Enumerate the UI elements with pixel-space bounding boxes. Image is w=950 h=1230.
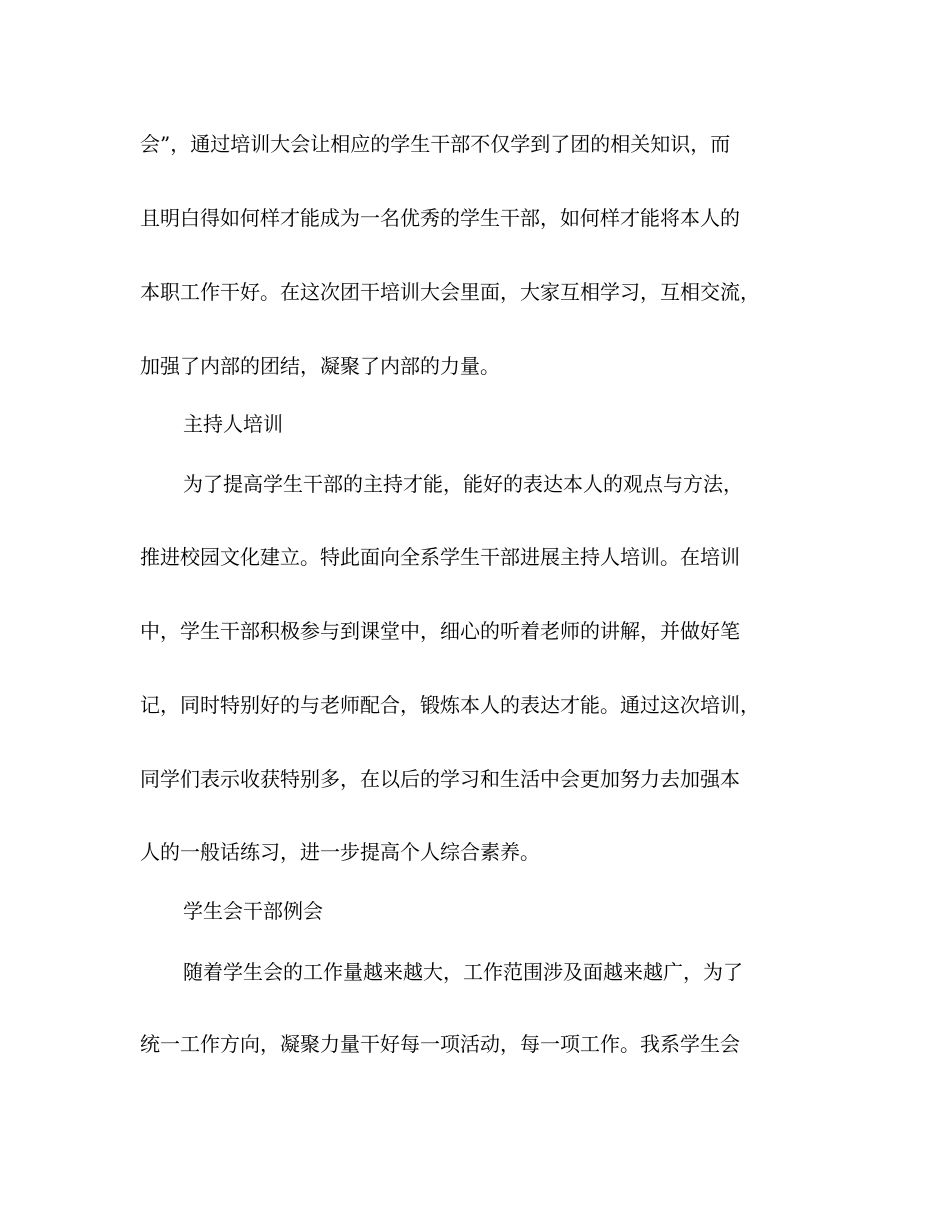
paragraph-line: 会”，通过培训大会让相应的学生干部不仅学到了团的相关知识，而 [140, 132, 731, 156]
paragraph-line: 随着学生会的工作量越来越大，工作范围涉及面越来越广，为了 [183, 960, 743, 984]
paragraph-line: 为了提高学生干部的主持才能，能好的表达本人的观点与方法， [183, 472, 743, 496]
section-heading: 主持人培训 [183, 412, 283, 436]
paragraph-line: 统一工作方向，凝聚力量干好每一项活动，每一项工作。我系学生会 [140, 1032, 740, 1056]
paragraph-line: 推进校园文化建立。特此面向全系学生干部进展主持人培训。在培训 [140, 545, 740, 569]
paragraph-line: 中，学生干部积极参与到课堂中，细心的听着老师的讲解，并做好笔 [140, 619, 740, 643]
paragraph-line: 本职工作干好。在这次团干培训大会里面，大家互相学习，互相交流， [140, 280, 760, 304]
paragraph-line: 记，同时特别好的与老师配合，锻炼本人的表达才能。通过这次培训， [140, 693, 760, 717]
section-heading: 学生会干部例会 [183, 899, 323, 923]
paragraph-line: 同学们表示收获特别多，在以后的学习和生活中会更加努力去加强本 [140, 767, 740, 791]
paragraph-line: 且明白得如何样才能成为一名优秀的学生干部，如何样才能将本人的 [140, 206, 740, 230]
paragraph-line: 加强了内部的团结，凝聚了内部的力量。 [140, 354, 500, 378]
paragraph-line: 人的一般话练习，进一步提高个人综合素养。 [140, 840, 540, 864]
